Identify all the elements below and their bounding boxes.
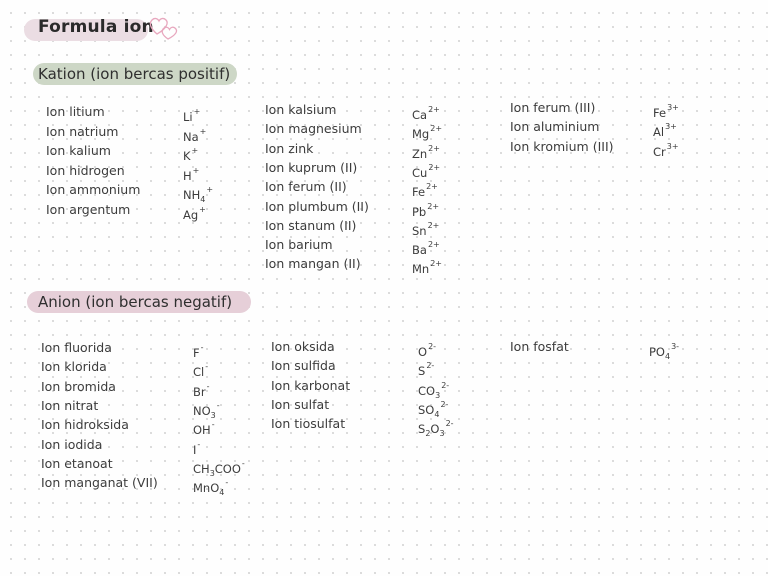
ion-name: Ion magnesium [265, 121, 362, 136]
formula-charge: 2+ [426, 182, 438, 191]
formula-base: Ca [412, 108, 428, 122]
ion-formula [412, 199, 439, 220]
ion-formula [183, 124, 206, 145]
formula-charge: 2- [440, 400, 449, 409]
formula-sub: 3 [210, 411, 216, 420]
ion-name: Ion aluminium [510, 119, 600, 134]
formula-charge: - [211, 420, 215, 429]
ion-name: Ion sulfida [271, 358, 336, 373]
formula-base: S [418, 422, 426, 436]
ion-name: Ion ammonium [46, 182, 141, 197]
formula-sub: 3 [435, 391, 441, 400]
ion-name: Ion barium [265, 237, 333, 252]
formula-charge: 2+ [430, 124, 443, 133]
ion-formula [193, 437, 200, 458]
formula-base2: COO [214, 462, 241, 476]
ion-formula [193, 417, 215, 438]
ion-name: Ion nitrat [41, 398, 99, 413]
ion-name: Ion litium [46, 104, 105, 119]
formula-base: OH [193, 423, 211, 437]
ion-name: Ion hidroksida [41, 417, 129, 432]
ion-formula [183, 163, 199, 184]
ion-name: Ion stanum (II) [265, 218, 357, 233]
anion-heading: Anion (ion bercas negatif) [38, 293, 233, 311]
formula-base: Cr [653, 145, 666, 159]
formula-charge: 2- [441, 381, 450, 390]
hearts-icon [148, 12, 182, 42]
formula-base: S [418, 364, 426, 378]
ion-formula [412, 179, 438, 200]
formula-charge: + [199, 127, 207, 136]
formula-charge: 2- [445, 419, 454, 428]
formula-charge: 2- [426, 361, 435, 370]
formula-base: CH [193, 462, 210, 476]
ion-formula [653, 100, 679, 121]
ion-name: Ion oksida [271, 339, 335, 354]
page-title: Formula ion [38, 17, 154, 37]
formula-charge: - [206, 382, 210, 391]
ion-name: Ion iodida [41, 437, 103, 452]
ion-formula [412, 102, 440, 123]
formula-sub: 3 [209, 469, 215, 478]
formula-base: CO [418, 384, 436, 398]
ion-formula [183, 104, 200, 125]
formula-sub: 4 [434, 410, 440, 419]
ion-name: Ion karbonat [271, 378, 351, 393]
ion-name: Ion bromida [41, 379, 116, 394]
ion-formula [412, 121, 442, 142]
formula-charge: 2+ [428, 163, 441, 172]
formula-charge: 2+ [430, 259, 443, 268]
formula-charge: - [241, 459, 245, 468]
ion-name: Ion sulfat [271, 397, 330, 412]
formula-charge: 2+ [427, 202, 440, 211]
ion-name: Ion fluorida [41, 340, 112, 355]
formula-charge: 2+ [428, 144, 440, 153]
formula-base: Ag [183, 208, 199, 222]
ion-formula [193, 359, 208, 380]
ion-formula [418, 358, 434, 379]
formula-base: Al [653, 125, 665, 139]
ion-name: Ion ferum (II) [265, 179, 347, 194]
formula-charge: - [225, 478, 229, 487]
ion-name: Ion manganat (VII) [41, 475, 158, 490]
formula-charge: 3+ [665, 122, 677, 131]
formula-base: I [193, 443, 197, 457]
formula-sub: 4 [219, 488, 225, 497]
formula-base: Mg [412, 127, 430, 141]
formula-base: Fe [412, 185, 426, 199]
formula-sub: 2 [425, 429, 431, 438]
ion-name: Ion hidrogen [46, 163, 125, 178]
ion-formula [418, 416, 454, 442]
formula-charge: 2+ [427, 221, 440, 230]
formula-base: SO [418, 403, 435, 417]
formula-charge: - [216, 401, 220, 410]
formula-base: Li [183, 110, 193, 124]
ion-name: Ion kuprum (II) [265, 160, 358, 175]
ion-name: Ion fosfat [510, 339, 569, 354]
formula-charge: 3+ [667, 103, 679, 112]
ion-name: Ion argentum [46, 202, 131, 217]
formula-base: H [183, 169, 192, 183]
formula-base: Zn [412, 147, 428, 161]
formula-base: Na [183, 130, 199, 144]
formula-charge: + [199, 205, 206, 214]
ion-name: Ion tiosulfat [271, 416, 346, 431]
ion-formula [412, 256, 442, 277]
formula-base: F [193, 346, 200, 360]
ion-name: Ion zink [265, 141, 314, 156]
formula-sub: 4 [200, 195, 206, 204]
formula-charge: 3- [671, 342, 680, 351]
formula-base: Ba [412, 243, 427, 257]
formula-charge: - [205, 362, 209, 371]
formula-base: K [183, 149, 191, 163]
formula-base: MnO [193, 481, 220, 495]
ion-formula [653, 119, 677, 140]
ion-formula [412, 141, 440, 162]
ion-name: Ion ferum (III) [510, 100, 596, 115]
formula-charge: + [191, 146, 199, 155]
ion-formula [412, 218, 439, 239]
ion-formula [193, 340, 204, 361]
formula-charge: 2- [428, 342, 437, 351]
formula-base: Cl [193, 365, 205, 379]
ion-name: Ion mangan (II) [265, 256, 361, 271]
ion-formula [412, 237, 440, 258]
ion-formula [418, 339, 436, 360]
formula-charge: - [197, 440, 201, 449]
ion-name: Ion plumbum (II) [265, 199, 369, 214]
formula-base: Pb [412, 205, 427, 219]
formula-base2: O [430, 422, 440, 436]
formula-sub: 4 [665, 352, 671, 361]
ion-formula [183, 202, 206, 223]
formula-base: NH [183, 188, 201, 202]
ion-formula [412, 160, 440, 181]
formula-base: NO [193, 404, 211, 418]
ion-formula [183, 143, 198, 164]
formula-base: Mn [412, 262, 430, 276]
formula-charge: 2+ [428, 105, 440, 114]
ion-name: Ion natrium [46, 124, 119, 139]
formula-charge: + [193, 107, 201, 116]
formula-charge: 2+ [427, 240, 440, 249]
ion-name: Ion kalsium [265, 102, 337, 117]
formula-sub2: 3 [439, 429, 445, 438]
formula-charge: + [192, 166, 200, 175]
formula-charge: - [200, 343, 204, 352]
formula-base: Cu [412, 166, 428, 180]
formula-base: O [418, 345, 428, 359]
ion-name: Ion kromium (III) [510, 139, 614, 154]
formula-charge: + [206, 185, 214, 194]
formula-base: Br [193, 385, 206, 399]
ion-formula [649, 339, 679, 365]
ion-name: Ion etanoat [41, 456, 113, 471]
formula-base: PO [649, 345, 665, 359]
kation-heading: Kation (ion bercas positif) [38, 65, 231, 83]
formula-charge: 3+ [666, 142, 679, 151]
formula-base: Fe [653, 106, 667, 120]
ion-formula [193, 379, 210, 400]
ion-formula [193, 475, 228, 501]
ion-name: Ion klorida [41, 359, 107, 374]
formula-base: Sn [412, 224, 427, 238]
ion-formula [653, 139, 679, 160]
ion-name: Ion kalium [46, 143, 111, 158]
